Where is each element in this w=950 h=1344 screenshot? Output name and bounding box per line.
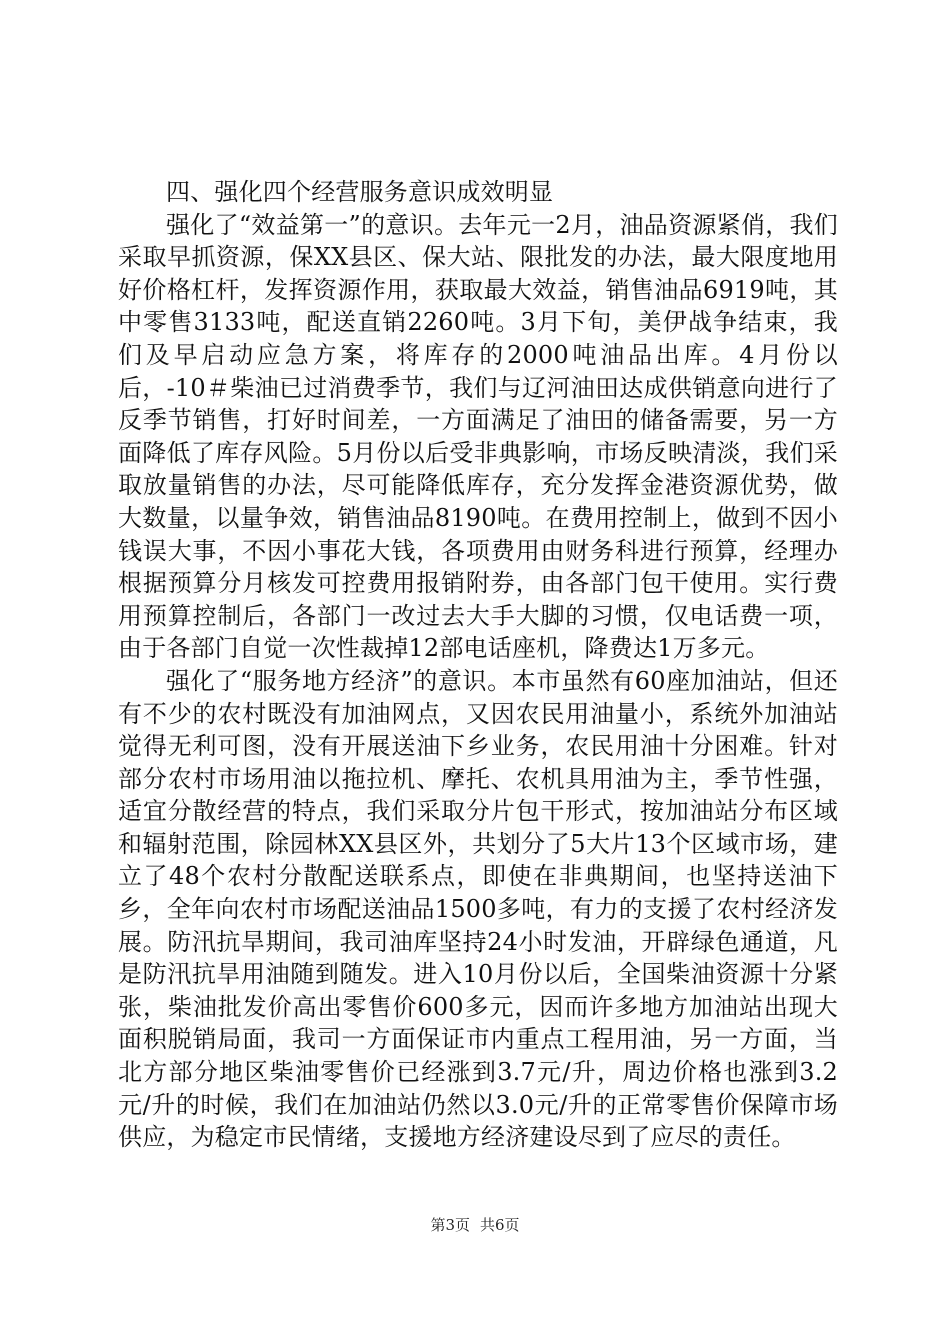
page-footer (0, 1214, 950, 1235)
document-body (118, 176, 838, 1154)
page-number: 第3页 (430, 1216, 470, 1234)
section-heading: 四、强化四个经营服务意识成效明显 (166, 178, 554, 206)
page-total: 共6页 (480, 1216, 520, 1234)
paragraph-local-economy: 强化了“服务地方经济”的意识。本市虽然有60座加油站，但还有不少的农村既没有加油网点，又因农民用油量小，系统外加油站觉得无利可图，没有开展送油下乡业务，农民用油十分困难。针对部分农村市场用油以拖拉机、摩托、农机具用油为主，季节性强，适宜分散经营的特点，我们采取分片包干形式，按加油站分布区域和辐射范围，除园林XX县区外，共划分了5大片13个区域市场，建立了48个农村分散配送联系点，即使在非典期间，也坚持送油下乡，全年向农村市场配送油品1500多吨，有力的支援了农村经济发展。防汛抗旱期间，我司油库坚持24小时发油，开辟绿色通道，凡是防汛抗旱用油随到随发。进入10月份以后，全国柴油资源十分紧张，柴油批发价高出零售价600多元，因而许多地方加油站出现大面积脱销局面，我司一方面保证市内重点工程用油，另一方面，当北方部分地区柴油零售价已经涨到3.7元/升，周边价格也涨到3.2元/升的时候，我们在加油站仍然以3.0元/升的正常零售价保障市场供应，为稳定市民情绪，支援地方经济建设尽到了应尽的责任。 (118, 666, 838, 1152)
paragraph-efficiency: 强化了“效益第一”的意识。去年元一2月，油品资源紧俏，我们采取早抓资源，保XX县区、保大站、限批发的办法，最大限度地用好价格杠杆，发挥资源作用，获取最大效益，销售油品6919吨，其中零售3133吨，配送直销2260吨。3月下旬，美伊战争结束，我们及早启动应急方案，将库存的2000吨油品出库。4月份以后，-10＃柴油已过消费季节，我们与辽河油田达成供销意向进行了反季节销售，打好时间差，一方面满足了油田的储备需要，另一方面降低了库存风险。5月份以后受非典影响，市场反映清淡，我们采取放量销售的办法，尽可能降低库存，充分发挥金港资源优势，做大数量，以量争效，销售油品8190吨。在费用控制上，做到不因小钱误大事，不因小事花大钱，各项费用由财务科进行预算，经理办根据预算分月核发可控费用报销附券，由各部门包干使用。实行费用预算控制后，各部门一改过去大手大脚的习惯，仅电话费一项，由于各部门自觉一次性裁掉12部电话座机，降费达1万多元。 (118, 210, 838, 663)
